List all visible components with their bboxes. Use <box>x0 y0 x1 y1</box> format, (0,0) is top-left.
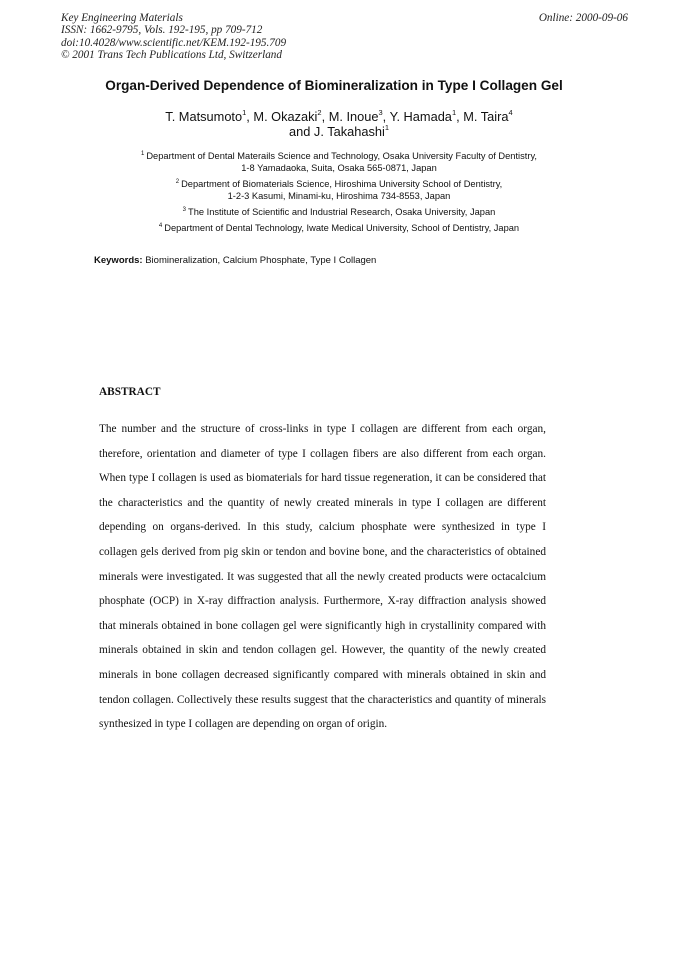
abstract-line: phosphate (OCP) in X-ray diffraction analysis. Furthermore, X-ray diffraction analysis showed <box>99 595 546 608</box>
affiliation-number: 1 <box>141 151 145 157</box>
affiliation-text: Department of Dental Materails Science and Technology, Osaka University Faculty of Dentistry, <box>146 151 537 161</box>
abstract-line: the characteristics and the quantity of newly created minerals in type I collagen are different <box>99 496 546 509</box>
author: J. Takahashi <box>313 123 385 139</box>
affiliation-3 <box>0 207 678 219</box>
affiliation-address: 1-8 Yamadaoka, Suita, Osaka 565-0871, Japan <box>241 162 437 173</box>
affiliation-marker: 4 <box>508 108 513 117</box>
keywords <box>94 255 376 266</box>
author: Y. Hamada <box>389 109 452 124</box>
author-separator: , <box>246 109 254 124</box>
author-line-2 <box>0 122 678 140</box>
abstract-line: When type I collagen is used as biomaterials for hard tissue regeneration, it can be considered that <box>99 472 546 485</box>
abstract-heading: ABSTRACT <box>99 386 161 398</box>
abstract-line: collagen gels derived from pig skin or tendon and bovine bone, and the characteristics of obtained <box>99 545 546 558</box>
keywords-label: Keywords: <box>94 255 143 266</box>
abstract-line: that minerals obtained in bone collagen gel were significantly high in crystallinity compared with <box>99 619 546 632</box>
abstract-line: minerals in bone collagen decreased significantly compared with minerals obtained in skin and <box>99 668 546 681</box>
online-date: Online: 2000-09-06 <box>538 12 628 24</box>
journal-name: Key Engineering Materials <box>61 12 183 24</box>
author-list <box>0 110 678 139</box>
affiliation-text: Department of Biomaterials Science, Hiroshima University School of Dentistry, <box>181 179 503 189</box>
affiliation-4 <box>0 223 678 235</box>
affiliation-marker: 1 <box>242 108 247 117</box>
abstract-line: tendon collagen. Collectively these results suggest that the characteristics and quantity of minerals <box>99 693 546 706</box>
abstract-line: The number and the structure of cross-links in type I collagen are different from each organ, <box>99 423 546 435</box>
paper-title-block <box>0 78 678 93</box>
author: M. Taira <box>463 109 509 124</box>
affiliation-1 <box>0 151 678 174</box>
author-separator: , <box>382 109 390 124</box>
author: M. Okazaki <box>253 109 318 124</box>
affiliation-2 <box>0 179 678 202</box>
author-line-1 <box>0 110 678 125</box>
keywords-text: Biomineralization, Calcium Phosphate, Type I Collagen <box>145 255 377 266</box>
abstract-line: minerals obtained in skin and tendon collagen gel. However, the quantity of the newly created <box>99 644 546 657</box>
affiliation-marker: 1 <box>451 108 457 117</box>
author: M. Inoue <box>328 109 379 124</box>
author: T. Matsumoto <box>165 109 243 124</box>
paper-title: Organ-Derived Dependence of Biomineralization in Type I Collagen Gel <box>105 78 563 93</box>
affiliation-number: 3 <box>182 207 187 213</box>
author-separator: , <box>321 109 329 124</box>
issn-line: ISSN: 1662-9795, Vols. 192-195, pp 709-712 <box>61 24 263 37</box>
abstract-line: synthesized in type I collagen are depending on organ of origin. <box>99 718 388 731</box>
affiliation-number: 4 <box>158 223 163 229</box>
abstract-body <box>99 419 546 739</box>
affiliation-marker: 3 <box>378 108 383 117</box>
copyright-line: © 2001 Trans Tech Publications Ltd, Switzerland <box>61 49 282 62</box>
abstract-line: therefore, orientation and diameter of type I collagen fibers are also different from each organ. <box>99 447 546 460</box>
affiliation-marker: 1 <box>384 122 389 132</box>
journal-header <box>61 12 286 62</box>
affiliation-address: 1-2-3 Kasumi, Minami-ku, Hiroshima 734-8553, Japan <box>227 190 451 201</box>
affiliation-text: Department of Dental Technology, Iwate Medical University, School of Dentistry, Japan <box>164 223 520 233</box>
author-separator: , <box>456 109 464 124</box>
abstract-line: minerals were investigated. It was suggested that all the newly created products were octacalcium <box>99 570 546 583</box>
doi-line: doi:10.4028/www.scientific.net/KEM.192-195.709 <box>61 36 287 49</box>
affiliation-text: The Institute of Scientific and Industrial Research, Osaka University, Japan <box>188 207 496 217</box>
affiliation-number: 2 <box>175 179 180 185</box>
affiliation-marker: 2 <box>317 108 322 117</box>
author-conjunction: and <box>289 123 314 139</box>
abstract-line: depending on organs-derived. In this study, calcium phosphate were synthesized in type I <box>99 521 546 534</box>
